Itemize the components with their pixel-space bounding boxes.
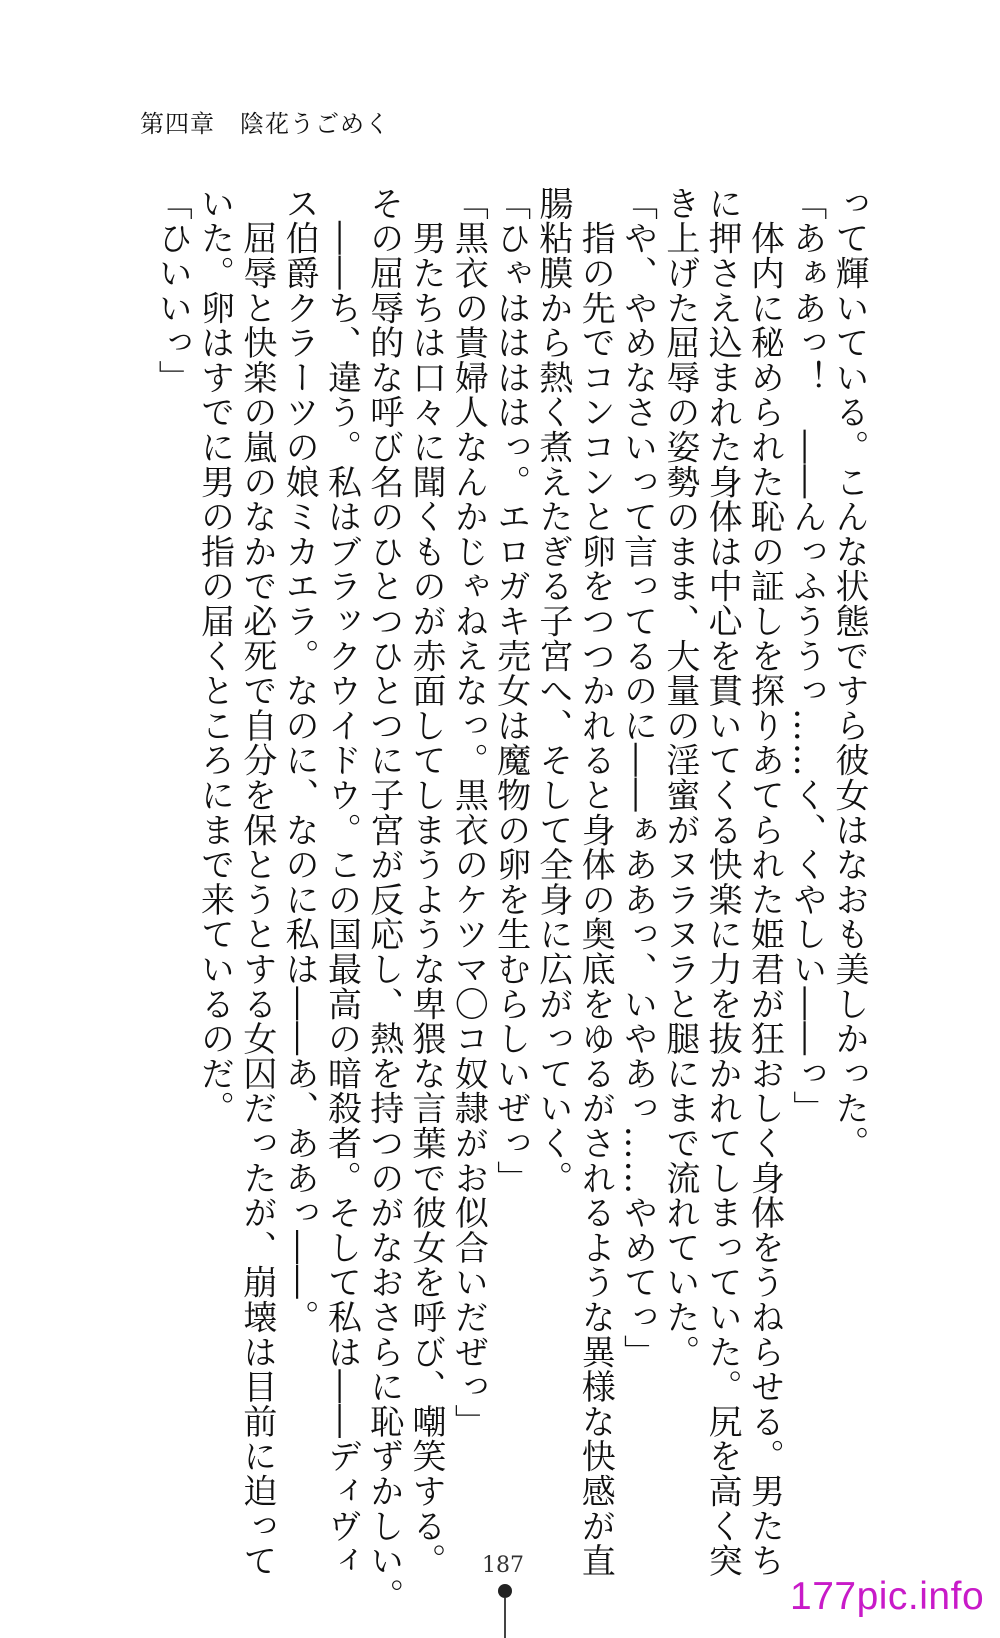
text-line: ス伯爵クラーツの娘ミカエラ。なのに、なのに私は――あ、ああっ――。 bbox=[279, 186, 320, 1335]
page-marker-line bbox=[504, 1598, 506, 1638]
text-line: 「あぁあっ！ ――んっふううっ……く、くやしい――っ」 bbox=[786, 186, 827, 1126]
text-line: 男たちは口々に聞くものが赤面してしまうような卑猥な言葉で彼女を呼び、嘲笑する。 bbox=[406, 186, 447, 1578]
text-line: その屈辱的な呼び名のひとつひとつに子宮が反応し、熱を持つのがなおさらに恥ずかしい。 bbox=[363, 186, 404, 1613]
chapter-title: 第四章 陰花うごめく bbox=[140, 110, 390, 138]
text-line: き上げた屈辱の姿勢のまま、大量の淫蜜がヌラヌラと腿にまで流れていた。 bbox=[659, 186, 700, 1370]
text-line: 「ひいいっ」 bbox=[152, 186, 193, 395]
text-line: ――ち、違う。私はブラックウイドウ。この国最高の暗殺者。そして私は――ディヴィ bbox=[321, 186, 362, 1578]
page-marker-dot bbox=[498, 1584, 512, 1598]
text-line: 屈辱と快楽の嵐のなかで必死で自分を保とうとする女囚だったが、崩壊は目前に迫って bbox=[236, 186, 277, 1578]
text-line: 腸粘膜から熱く煮えたぎる子宮へ、そして全身に広がっていく。 bbox=[532, 186, 573, 1196]
text-line: 体内に秘められた恥の証しを探りあてられた姫君が狂おしく身体をうねらせる。男たち bbox=[744, 186, 785, 1578]
text-line: 「黒衣の貴婦人なんかじゃねえなっ。黒衣のケツマ〇コ奴隷がお似合いだぜっ」 bbox=[448, 186, 489, 1439]
text-line: って輝いている。こんな状態ですら彼女はなおも美しかった。 bbox=[829, 186, 869, 1161]
text-line: いた。卵はすでに男の指の届くところにまで来ているのだ。 bbox=[194, 186, 235, 1126]
text-line: に押さえ込まれた身体は中心を貫いてくる快楽に力を抜かれてしまっていた。尻を高く突 bbox=[702, 186, 743, 1578]
text-line: 「ひゃははははっ。エロガキ売女は魔物の卵を生むらしいぜっ」 bbox=[490, 186, 531, 1196]
page-number: 187 bbox=[482, 1553, 524, 1578]
text-line: 指の先でコンコンと卵をつつかれると身体の奥底をゆるがされるような異様な快感が直 bbox=[575, 186, 616, 1578]
watermark: 177pic.info bbox=[790, 1575, 985, 1618]
text-line: 「や、やめなさいって言ってるのに――ぁああっ、いやあっ……やめてっ」 bbox=[617, 186, 658, 1370]
